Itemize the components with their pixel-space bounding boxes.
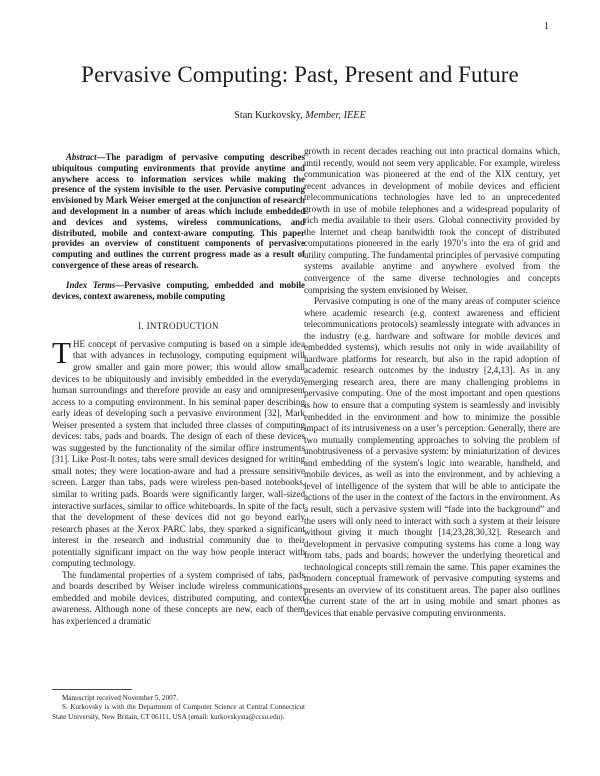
section-numeral: I. [138,321,144,332]
abstract-label: Abstract [66,152,97,162]
page-number: 1 [544,21,549,32]
right-column [304,146,560,619]
index-terms-text: —Pervasive computing, embedded and mobile devices, context awareness, mobile computing [52,279,305,301]
abstract-text: —The paradigm of pervasive computing describes ubiquitous computing environments that provide anytime and anywhere access to information services while making the presence of the system invisible to the user. Pervasive computing envisioned by Mark Weiser emerged at the conjunction of research and development in a number of areas which include embedded and devices and systems, wireless communications, and distributed, mobile and context-aware computing. This paper provides an overview of constituent components of pervasive computing and outlines the current progress made as a result of convergence of these areas of research. [52,152,305,270]
footnote-affiliation: S. Kurkovsky is with the Department of Computer Science at Central Connecticut State University, New Britain, CT 06111, USA (email: kurkovskysta@ccsu.edu). [52,703,305,721]
intro-paragraph-2-continued: growth in recent decades reaching out into practical domains which, until recently, would not seem very applicable. For example, wireless communication was pioneered at the end of the XIX century, yet recent advances in development of mobile devices and efficient telecommunications technologies have led to an unprecedented growth in use of mobile telephones and a widespread popularity of rich media available to their users. Global connectivity provided by the Internet and cheap bandwidth took the concept of distributed computations pioneered in the early 1970’s into the era of grid and utility computing. The fundamental principles of pervasive computing systems available anytime and anywhere evolved from the convergence of the same diverse technologies and concepts comprising the system envisioned by Weiser. [304,146,560,295]
intro-paragraph-2: The fundamental properties of a system comprised of tabs, pads and boards described by Weiser include wireless communications, embedded and mobile devices, distributed computing, and context awareness. Although none of these concepts are new, each of them has experienced a dramatic [52,569,305,627]
footnote-received: Manuscript received November 5, 2007. [62,694,179,702]
footnotes [52,689,305,722]
section-title: INTRODUCTION [146,321,219,332]
abstract [52,152,305,271]
author-name: Stan Kurkovsky, [234,110,303,121]
drop-cap: T [52,334,71,370]
intro-paragraph-1-text: HE concept of pervasive computing is based on a simple idea that with advances in technology, computing equipment will grow smaller and gain more power; this would allow small devices to be ubiquitously and invisibly embedded in the everyday human surroundings and therefore provide an easy and omnipresent access to a computing environment. In his seminal paper describing early ideas of developing such a pervasive environment [32], Mark Weiser presented a system that included three classes of computing devices: tabs, pads and boards. The design of each of these devices was suggested by the functionality of the similar office instruments [31]. Like Post-It notes, tabs were small devices designed for writing small notes; they were location-aware and had a pressure sensitive screen. Larger than tabs, pads were wireless pen-based notebooks, similar to writing pads. Boards were significantly larger, wall-sized interactive surfaces, similar to office whiteboards. In spite of the fact that the development of these devices did not go beyond early research phases at the Xerox PARC labs, they sparked a significant interest in the research and industrial community due to their potentially significant impact on the way how people interact with computing technology. [52,338,305,569]
section-heading-introduction [52,321,305,333]
index-terms [52,280,305,302]
author-line [0,110,600,121]
author-affiliation: Member, IEEE [305,110,366,121]
left-column [52,152,305,628]
index-terms-label: Index Terms [66,279,116,290]
intro-paragraph-1 [52,334,305,570]
footnote-rule [52,689,132,690]
intro-paragraph-3: Pervasive computing is one of the many areas of computer science where academic research (e.g. context awareness and efficient telecommunications protocols) seamlessly integrate with advances in the industry (e.g. hardware and software for mobile devices and embedded systems), which results not only in wide availability of hardware platforms for research, but also in the rapid adoption of academic research outcomes by the industry [2,4,13]. As in any emerging research area, there are many challenging problems in pervasive computing. One of the most important and open questions is how to ensure that a computing system is seamlessly and invisibly embedded in the environment and how to minimize the possible impact of its intrusiveness on a user’s perception. Generally, there are two mutually complementing approaches to solving the problem of unobtrusiveness of a pervasive system: by miniaturization of devices and embedding of the system's logic into wearable, handheld, and mobile devices, as well as into the environment, and by achieving a level of intelligence of the system that will be able to anticipate the actions of the user in the context of the factors in the environment. As a result, such a pervasive system will “fade into the background” and the users will only need to interact with such a system at their leisure without giving it much thought [14,23,28,30,32]. Research and development in pervasive computing systems has come a long way from tabs, pads and boards; however the underlying theoretical and technological concepts still remain the same. This paper examines the modern conceptual framework of pervasive computing systems and presents an overview of its constituent areas. The paper also outlines the current state of the art in using mobile and smart phones as devices that enable pervasive computing environments. [304,296,560,618]
paper-title: Pervasive Computing: Past, Present and Future [81,62,519,87]
